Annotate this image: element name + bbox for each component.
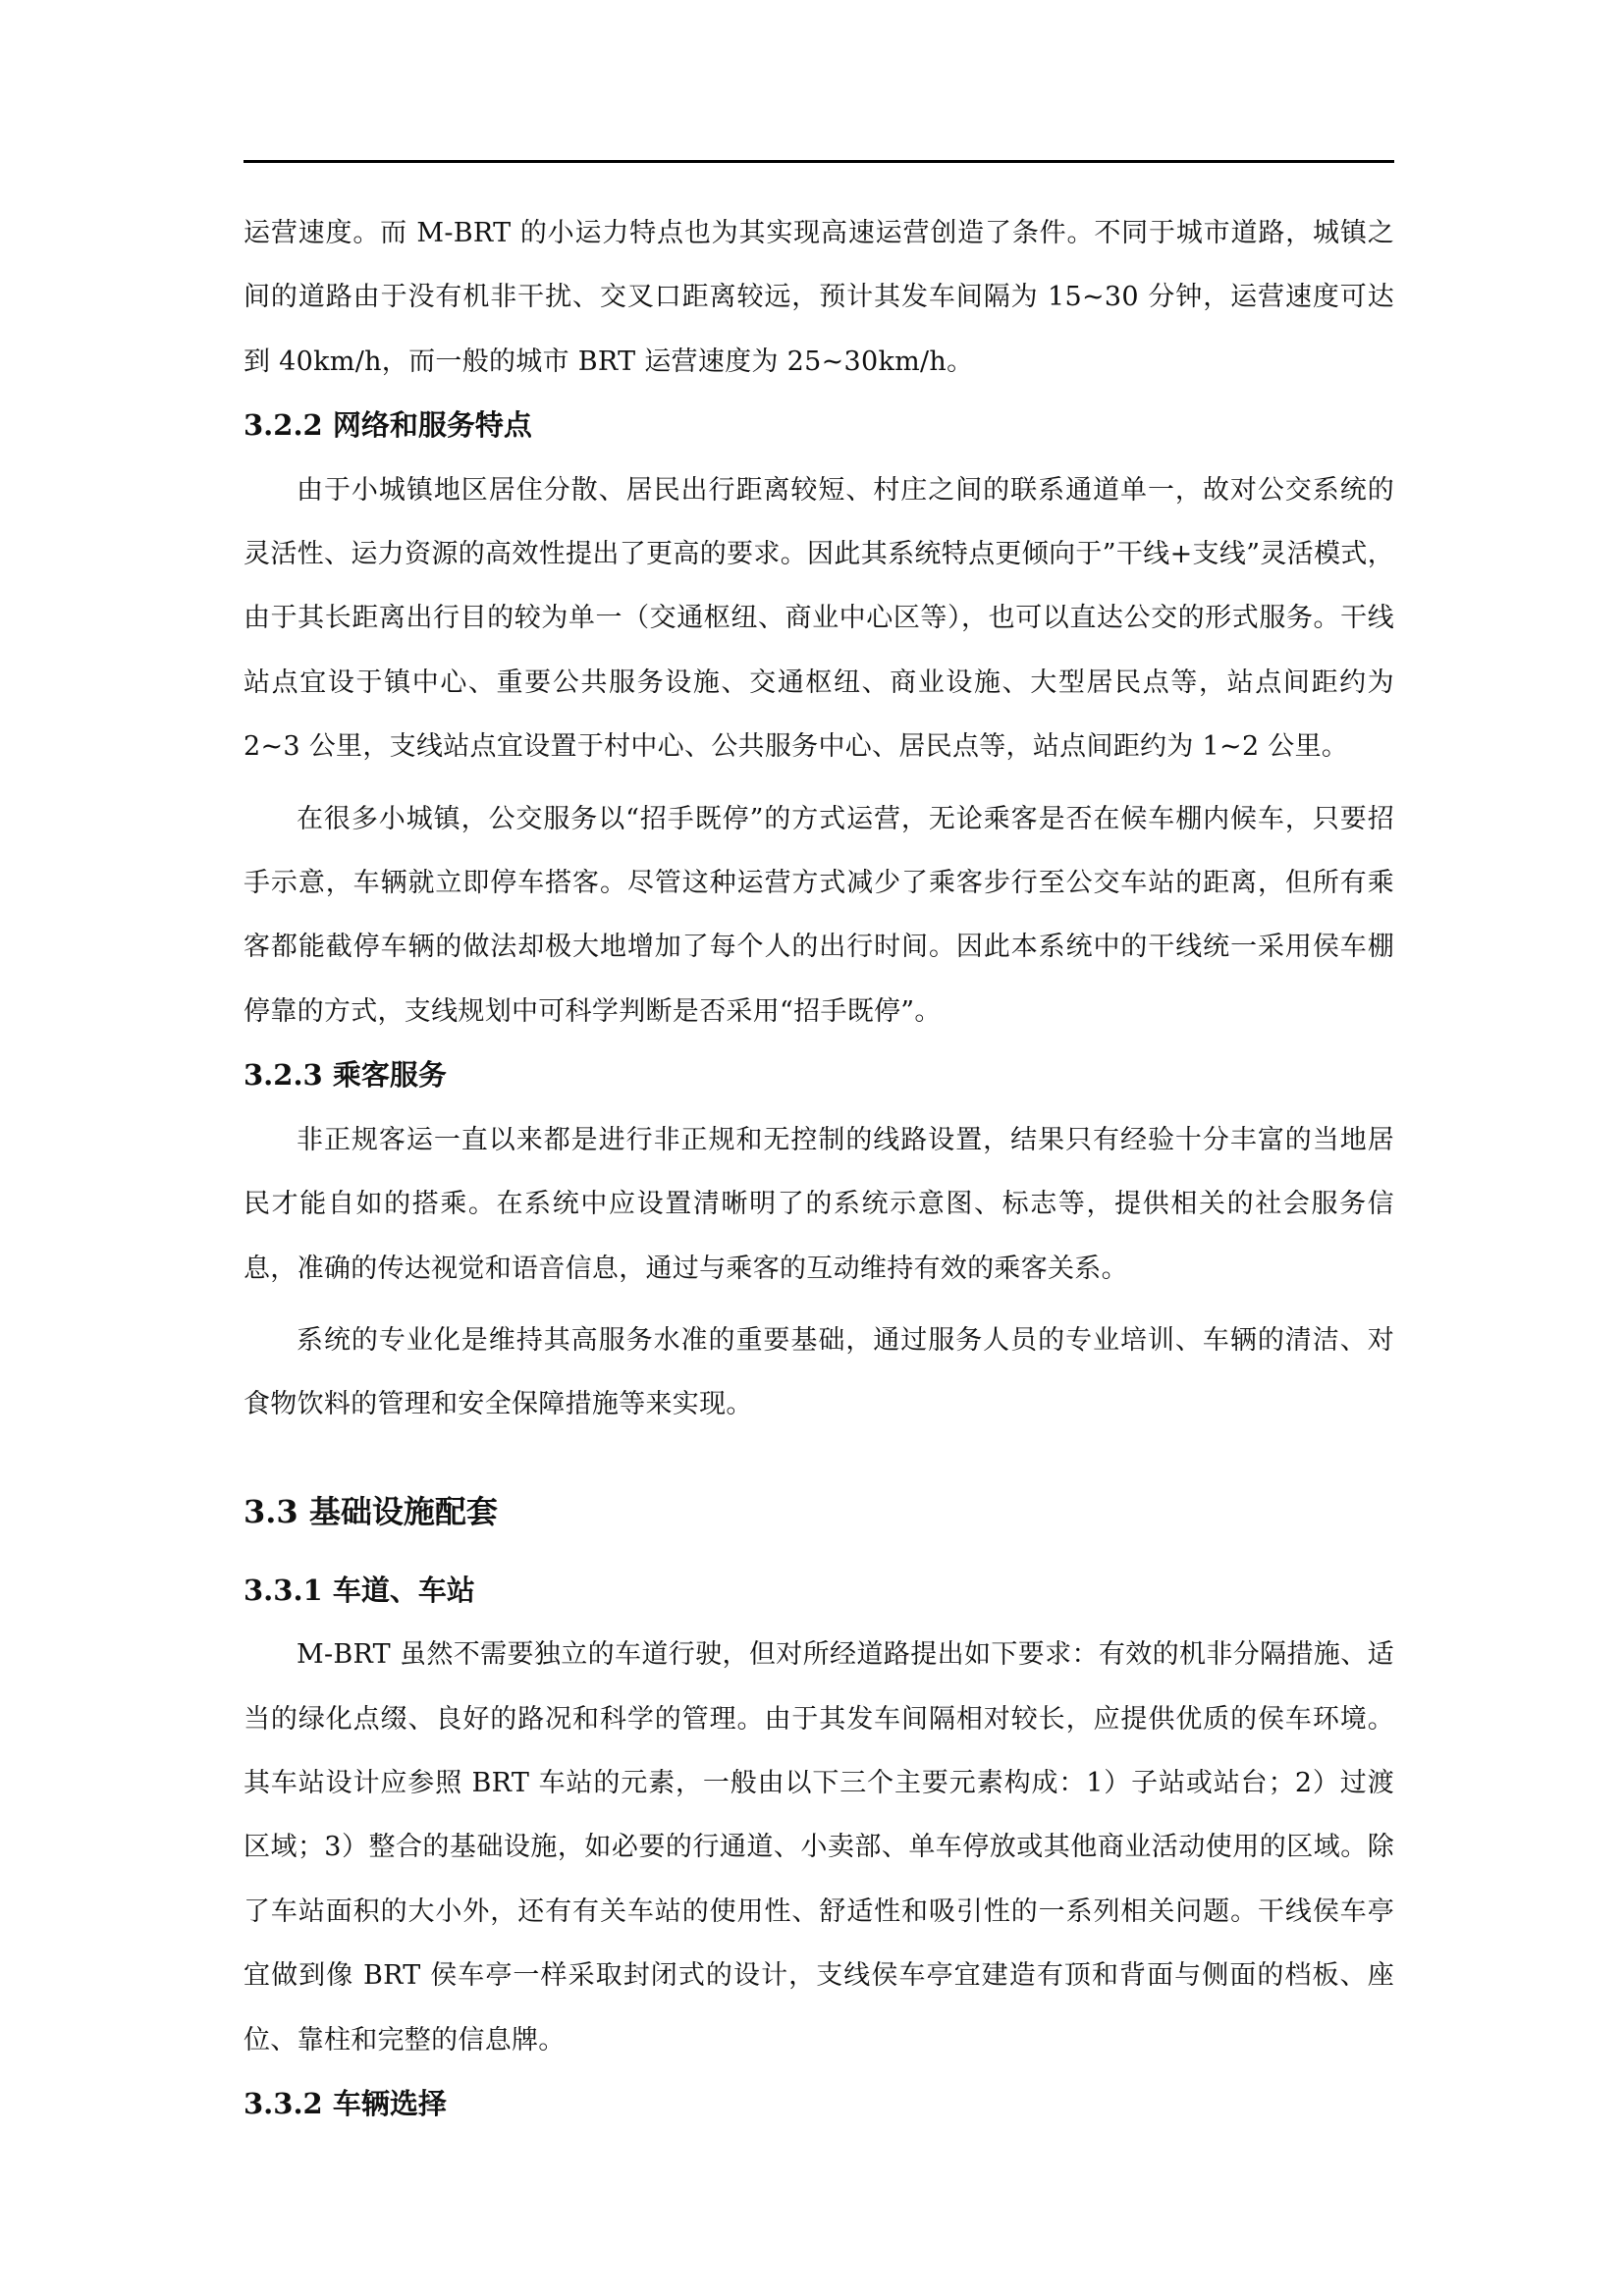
heading-3-3: 3.3 基础设施配套 — [244, 1492, 498, 1530]
paragraph-3-2-2-a: 由于小城镇地区居住分散、居民出行距离较短、村庄之间的联系通道单一，故对公交系统的灵活性、运力资源的高效性提出了更高的要求。因此其系统特点更倾向于”干线+支线”灵活模式，由于其长距离出行目的较为单一（交通枢纽、商业中心区等），也可以直达公交的形式服务。干线站点宜设于镇中心、重要公共服务设施、交通枢纽、商业设施、大型居民点等，站点间距约为 2~3 公里，支线站点宜设置于村中心、公共服务中心、居民点等，站点间距约为 1~2 公里。 — [244, 474, 1394, 763]
heading-3-2-2: 3.2.2 网络和服务特点 — [244, 408, 532, 443]
heading-3-3-2: 3.3.2 车辆选择 — [244, 2086, 447, 2120]
paragraph-3-2-2-b: 在很多小城镇，公交服务以“招手既停”的方式运营，无论乘客是否在候车棚内候车，只要招手示意，车辆就立即停车搭客。尽管这种运营方式减少了乘客步行至公交车站的距离，但所有乘客都能截停车辆的做法却极大地增加了每个人的出行时间。因此本系统中的干线统一采用侯车棚停靠的方式，支线规划中可科学判断是否采用“招手既停”。 — [244, 803, 1394, 1027]
heading-3-3-1: 3.3.1 车道、车站 — [244, 1573, 475, 1607]
paragraph-3-3-1-a: M-BRT 虽然不需要独立的车道行驶，但对所经道路提出如下要求：有效的机非分隔措施、适当的绿化点缀、良好的路况和科学的管理。由于其发车间隔相对较长，应提供优质的侯车环境。其车站设计应参照 BRT 车站的元素，一般由以下三个主要元素构成：1）子站或站台；2）过渡区域；3）整合的基础设施，如必要的行通道、小卖部、单车停放或其他商业活动使用的区域。除了车站面积的大小外，还有有关车站的使用性、舒适性和吸引性的一系列相关问题。干线侯车亭宜做到像 BRT 侯车亭一样采取封闭式的设计，支线侯车亭宜建造有顶和背面与侧面的档板、座位、靠柱和完整的信息牌。 — [244, 1639, 1394, 2056]
continuation-paragraph: 运营速度。而 M-BRT 的小运力特点也为其实现高速运营创造了条件。不同于城市道路，城镇之间的道路由于没有机非干扰、交叉口距离较远，预计其发车间隔为 15~30 分钟，运营速度可达到 40km/h，而一般的城市 BRT 运营速度为 25~30km/h。 — [244, 218, 1394, 377]
heading-3-2-3: 3.2.3 乘客服务 — [244, 1058, 447, 1093]
header-rule — [244, 160, 1394, 163]
page-content — [244, 201, 1394, 2136]
paragraph-3-2-3-a: 非正规客运一直以来都是进行非正规和无控制的线路设置，结果只有经验十分丰富的当地居民才能自如的搭乘。在系统中应设置清晰明了的系统示意图、标志等，提供相关的社会服务信息，准确的传达视觉和语音信息，通过与乘客的互动维持有效的乘客关系。 — [244, 1124, 1394, 1284]
paragraph-3-2-3-b: 系统的专业化是维持其高服务水准的重要基础，通过服务人员的专业培训、车辆的清洁、对食物饮料的管理和安全保障措施等来实现。 — [244, 1324, 1394, 1420]
